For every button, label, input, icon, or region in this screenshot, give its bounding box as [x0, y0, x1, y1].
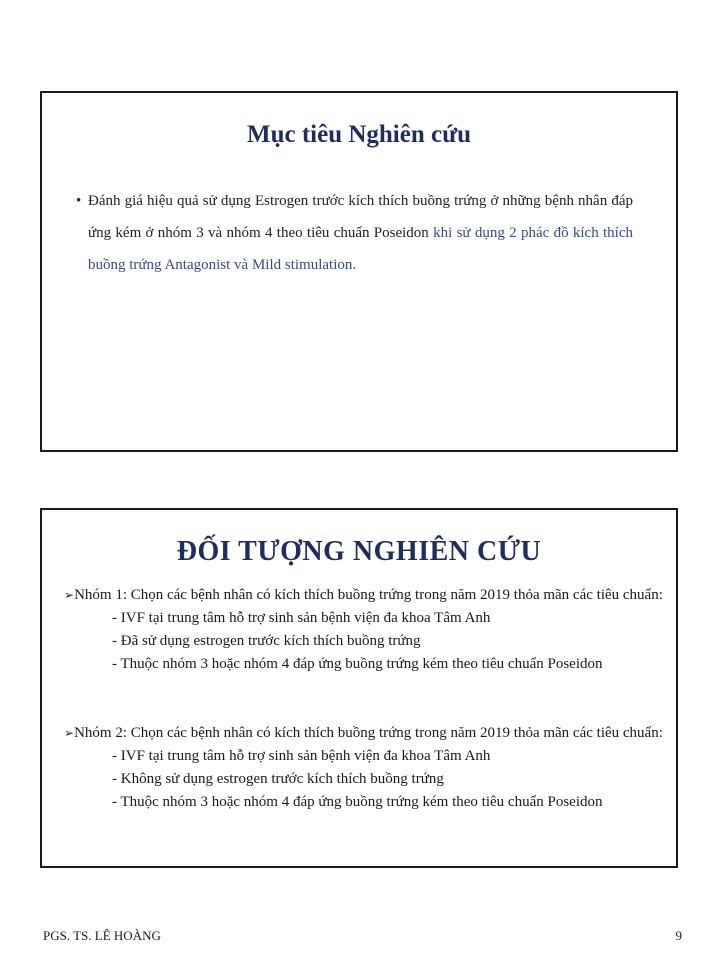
- arrow-bullet-icon: ➢: [64, 588, 75, 602]
- criteria-item: - IVF tại trung tâm hỗ trợ sinh sản bệnh viện đa khoa Tâm Anh: [112, 748, 491, 764]
- slide-title: ĐỐI TƯỢNG NGHIÊN CỨU: [176, 536, 542, 567]
- objective-text-accent: khi sử dụng 2 phác đồ kích thích buồng trứng Antagonist và Mild stimulation.: [88, 225, 633, 273]
- group-heading: [64, 584, 670, 607]
- group-heading: [64, 722, 670, 745]
- criteria-item: - IVF tại trung tâm hỗ trợ sinh sản bệnh viện đa khoa Tâm Anh: [112, 610, 491, 626]
- objective-text: Đánh giá hiệu quả sử dụng Estrogen trước kích thích buồng trứng ở những bệnh nhân đáp ứng kém ở nhóm 3 và nhóm 4 theo tiêu chuẩn Poseidon: [88, 193, 633, 241]
- slide-title: Mục tiêu Nghiên cứu: [246, 121, 472, 148]
- group-heading-text: Nhóm 1: Chọn các bệnh nhân có kích thích buồng trứng trong năm 2019 thỏa mãn các tiêu chuẩn:: [74, 587, 663, 603]
- criteria-item: - Thuộc nhóm 3 hoặc nhóm 4 đáp ứng buồng trứng kém theo tiêu chuẩn Poseidon: [112, 794, 603, 810]
- criteria-item: - Đã sử dụng estrogen trước kích thích buồng trứng: [112, 633, 421, 649]
- criteria-item: - Thuộc nhóm 3 hoặc nhóm 4 đáp ứng buồng trứng kém theo tiêu chuẩn Poseidon: [112, 656, 603, 672]
- criteria-list: [64, 745, 670, 814]
- slide-research-objectives: [40, 91, 678, 452]
- page-number: 9: [675, 928, 682, 943]
- group-1: [64, 584, 670, 676]
- criteria-item: - Không sử dụng estrogen trước kích thích buồng trứng: [112, 771, 444, 787]
- footer-author: PGS. TS. LÊ HOÀNG: [43, 928, 161, 943]
- group-2: [64, 722, 670, 814]
- bullet-icon: •: [76, 193, 82, 209]
- slide-study-subjects: [40, 508, 678, 868]
- objective-bullet: [76, 185, 633, 281]
- group-heading-text: Nhóm 2: Chọn các bệnh nhân có kích thích buồng trứng trong năm 2019 thỏa mãn các tiêu chuẩn:: [74, 725, 663, 741]
- criteria-list: [64, 607, 670, 676]
- arrow-bullet-icon: ➢: [64, 726, 75, 740]
